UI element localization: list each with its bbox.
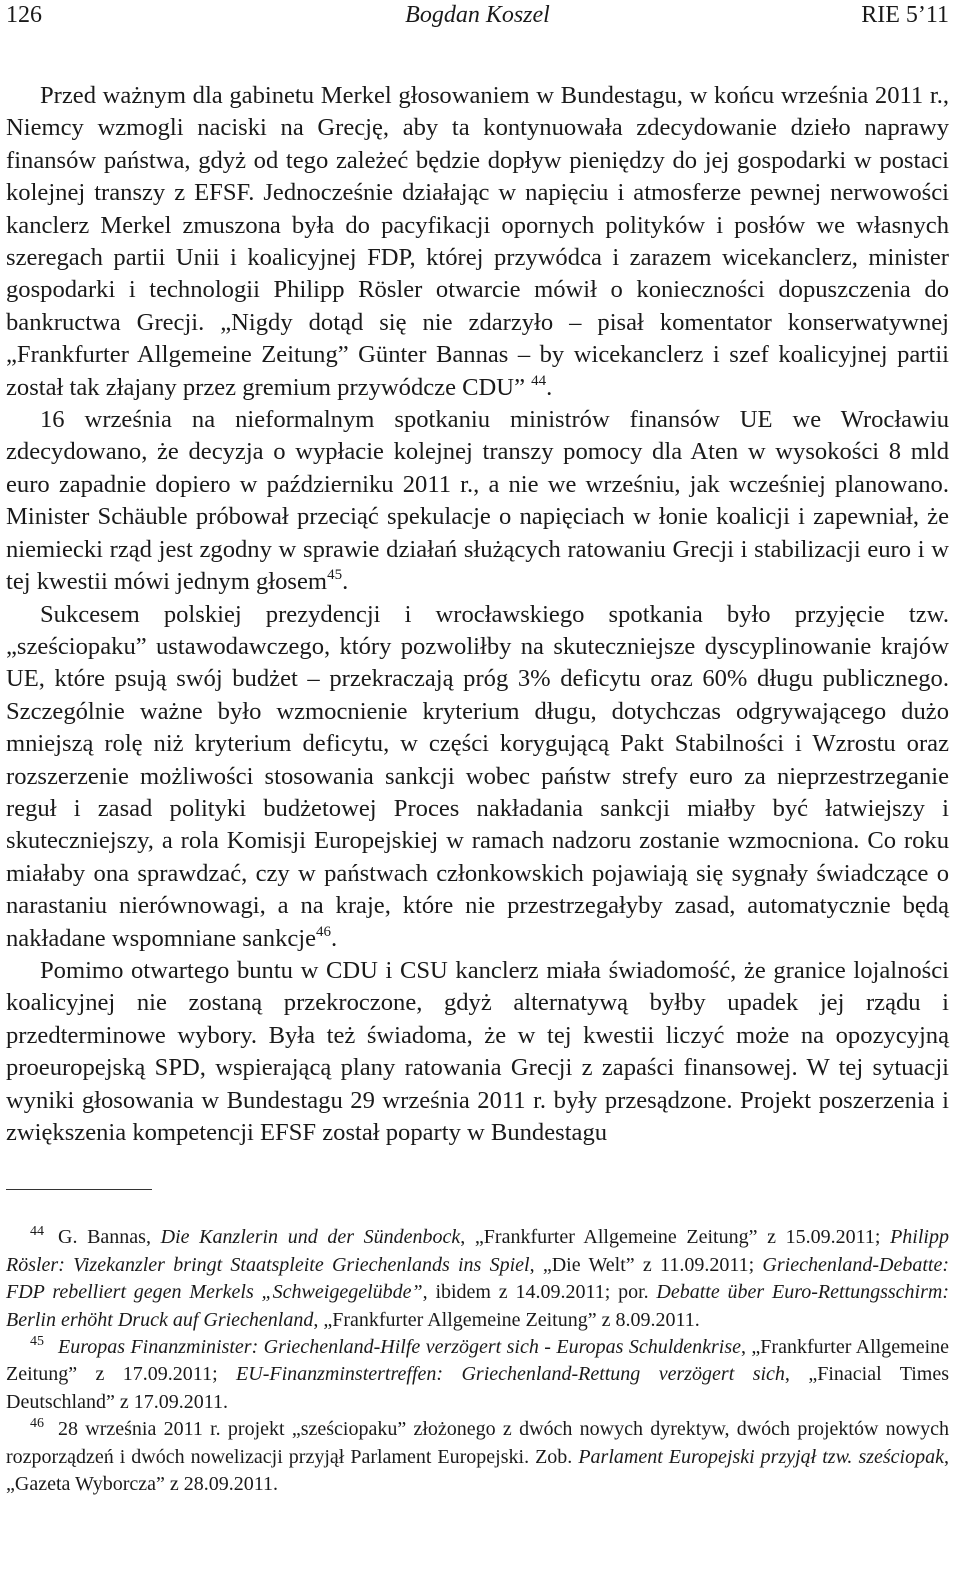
paragraph-1 xyxy=(6,80,949,404)
footnote-text: , „Frankfurter Allgemeine Zeitung” z 17.09.2011; xyxy=(6,1336,950,1386)
footnote-number: 44 xyxy=(30,1224,44,1240)
footnote-number: 46 xyxy=(30,1416,44,1432)
paragraph-2 xyxy=(6,404,949,598)
footnote-ref-46[interactable]: 46 xyxy=(316,923,332,940)
footnote-title: Europas Finanzminister: Griechenland-Hilfe verzögert sich - Europas Schuldenkrise xyxy=(58,1336,742,1359)
paragraph-3-end: . xyxy=(331,924,338,952)
footnote-text: , „Frankfurter Allgemeine Zeitung” z 8.09.2011. xyxy=(313,1308,700,1331)
footnote-text: , „Finacial Times Deutschland” z 17.09.2011. xyxy=(6,1363,949,1413)
footnote-separator xyxy=(6,1189,152,1190)
footnote-text: , „Frankfurter Allgemeine Zeitung” z 15.09.2011; xyxy=(460,1226,891,1249)
footnote-text: , „Gazeta Wyborcza” z 28.09.2011. xyxy=(6,1445,949,1496)
page-number: 126 xyxy=(6,2,42,28)
footnote-ref-44[interactable]: 44 xyxy=(531,372,547,389)
paragraph-2-end: . xyxy=(342,568,349,596)
running-header xyxy=(6,0,949,40)
footnotes xyxy=(6,1224,949,1498)
running-header-author: Bogdan Koszel xyxy=(405,2,550,28)
footnote-text: , „Die Welt” z 11.09.2011; xyxy=(529,1253,763,1276)
footnote-44 xyxy=(6,1224,949,1334)
footnote-45 xyxy=(6,1334,949,1416)
footnote-title: Philipp Rösler: Vizekanzler bringt Staatspleite Griechenlands ins Spiel xyxy=(6,1226,949,1276)
running-header-journal: RIE 5’11 xyxy=(861,2,949,28)
footnote-ref-45[interactable]: 45 xyxy=(327,567,343,584)
footnote-text: , ibidem z 14.09.2011; por. xyxy=(422,1281,657,1304)
footnote-title: Griechenland-Debatte: FDP rebelliert gegen Merkels „Schweigegelübde” xyxy=(6,1253,950,1304)
footnote-title: EU-Finanzminstertreffen: Griechenland-Rettung verzögert sich xyxy=(236,1363,785,1386)
paragraph-3 xyxy=(6,599,949,955)
footnote-title: Parlament Europejski przyjął tzw. sześciopak xyxy=(578,1445,944,1468)
footnote-46 xyxy=(6,1416,949,1498)
footnote-title: Debatte über Euro-Rettungsschirm: Berlin erhöht Druck auf Griechenland xyxy=(6,1281,949,1331)
footnote-text: 28 września 2011 r. projekt „sześciopaku” złożonego z dwóch nowych dyrektyw, dwóch projektów nowych rozporządzeń i dwóch nowelizacji przyjął Parlament Europejski. Zob. xyxy=(6,1418,949,1468)
paragraph-3-text: Sukcesem polskiej prezydencji i wrocławskiego spotkania było przyjęcie tzw. „sześciopaku” ustawodawczego, który pozwoliłby na skuteczniejsze dyscyplinowanie krajów UE, które psują swój budżet – przekraczają próg 3% deficytu oraz 60% długu publicznego. Szczególnie ważne było wzmocnienie kryterium długu, dotychczas odgrywającego dużo mniejszą rolę niż kryterium deficytu, w części korygującą Pakt Stabilności i Wzrostu oraz rozszerzenie możliwości stosowania sankcji wobec państw strefy euro za nieprzestrzeganie reguł i zasad polityki budżetowej Proces nakładania sankcji miałby być łatwiejszy i skuteczniejszy, a rola Komisji Europejskiej w ramach nadzoru zostanie wzmocniona. Co roku miałaby ona sprawdzać, czy w państwach członkowskich pojawiają się sygnały świadczące o narastaniu nierównowagi, a na kraje, które nie przestrzegałyby zasad, automatycznie będą nakładane wspomniane sankcje xyxy=(6,600,949,952)
footnote-title: Die Kanzlerin und der Sündenbock xyxy=(160,1226,461,1249)
paragraph-1-end: . xyxy=(546,373,553,401)
paragraph-4: Pomimo otwartego buntu w CDU i CSU kanclerz miała świadomość, że granice lojalności koalicyjnej nie zostaną przekroczone, gdyż alternatywą byłby upadek jej rządu i przedterminowe wybory. Była też świadoma, że w tej kwestii liczyć może na opozycyjną proeuropejską SPD, wspierającą plany ratowania Grecji z zapaści finansowej. W tej sytuacji wyniki głosowania w Bundestagu 29 września 2011 r. były przesądzone. Projekt poszerzenia i zwiększenia kompetencji EFSF został poparty w Bundestagu xyxy=(6,956,949,1146)
paragraph-1-text: Przed ważnym dla gabinetu Merkel głosowaniem w Bundestagu, w końcu września 2011 r., Niemcy wzmogli naciski na Grecję, aby ta kontynuowała zdecydowanie dzieło naprawy finansów państwa, gdyż od tego zależeć będzie dopływ pieniędzy do jej gospodarki w postaci kolejnej transzy z EFSF. Jednocześnie działając w napięciu i atmosferze pewnej nerwowości kanclerz Merkel zmuszona była do pacyfikacji opornych polityków i posłów we własnych szeregach partii Unii i koalicyjnej FDP, której przywódca i zarazem wicekanclerz, minister gospodarki i technologii Philipp Rösler otwarcie mówił o konieczności dopuszczenia do bankructwa Grecji. „Nigdy dotąd się nie zdarzyło – pisał komentator konserwatywnej „Frankfurter Allgemeine Zeitung” Günter Bannas – by wicekanclerz i szef koalicyjnej partii został tak złajany przez gremium przywódcze CDU” xyxy=(6,82,949,401)
footnote-number: 45 xyxy=(30,1334,44,1350)
paragraph-2-text: 16 września na nieformalnym spotkaniu ministrów finansów UE we Wrocławiu zdecydowano, że decyzja o wypłacie kolejnej transzy pomocy dla Aten w wysokości 8 mld euro zapadnie dopiero w październiku 2011 r., a nie we wrześniu, jak wcześniej planowano. Minister Schäuble próbował przeciąć spekulacje o napięciach w łonie koalicji i zapewniał, że niemiecki rząd jest zgodny w sprawie działań służących ratowaniu Grecji i stabilizacji euro i w tej kwestii mówi jednym głosem xyxy=(6,406,949,596)
document-page xyxy=(6,0,949,1498)
footnote-text: G. Bannas, xyxy=(58,1226,161,1249)
body-text xyxy=(6,80,949,1149)
